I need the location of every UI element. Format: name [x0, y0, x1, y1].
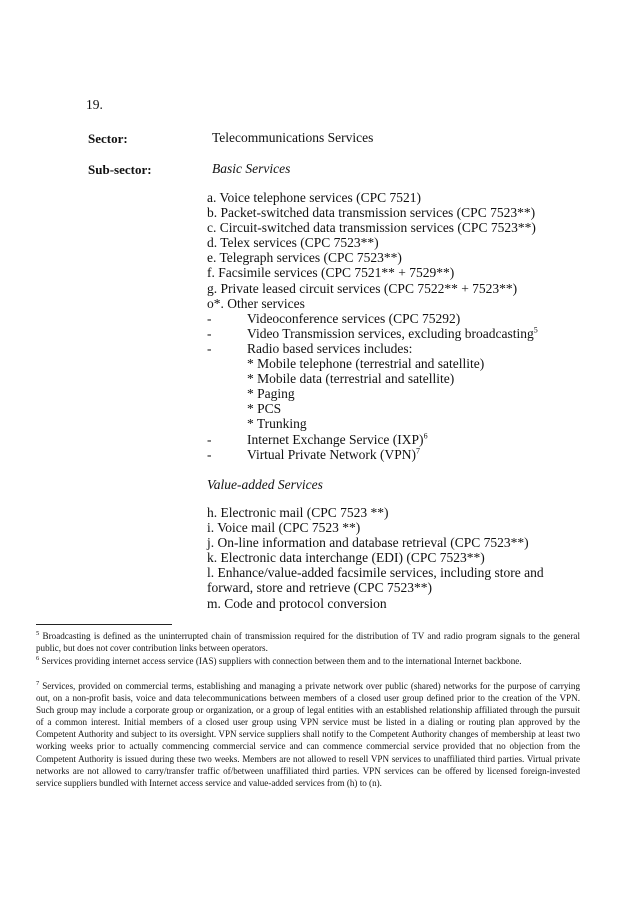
sub-sector-value: Basic Services: [212, 161, 291, 176]
radio-item: * Mobile data (terrestrial and satellite): [247, 371, 455, 387]
page-number: 19.: [86, 97, 103, 112]
video-transmission-text: Video Transmission services, excluding broadcasting: [247, 325, 534, 341]
value-added-heading: Value-added Services: [207, 477, 323, 492]
list-item: h. Electronic mail (CPC 7523 **): [207, 505, 389, 520]
sub-sector-label: Sub-sector:: [88, 162, 152, 177]
radio-intro-text: Radio based services includes:: [247, 340, 413, 356]
list-item: c. Circuit-switched data transmission services (CPC 7523**): [207, 220, 536, 236]
footnote-ref: 6: [423, 431, 428, 440]
footnote-divider: [36, 624, 172, 625]
list-item: g. Private leased circuit services (CPC 7522** + 7523**): [207, 280, 518, 296]
footnote-number: 7: [36, 679, 40, 687]
list-item: d. Telex services (CPC 7523**): [207, 235, 379, 251]
dash-bullet: -: [207, 446, 212, 462]
footnote: [36, 630, 580, 654]
basic-services-list: [207, 190, 538, 462]
footnote-ref: 7: [416, 446, 421, 456]
list-item: j. On-line information and database retrieval (CPC 7523**): [207, 535, 529, 551]
other-service-item: [207, 341, 538, 356]
list-item: i. Voice mail (CPC 7523 **): [207, 520, 361, 536]
dash-bullet: -: [207, 310, 212, 326]
footnote: [36, 655, 580, 667]
footnote-number: 6: [36, 654, 40, 662]
list-item: l. Enhance/value-added facsimile services, including store and: [207, 565, 544, 581]
list-item: f. Facsimile services (CPC 7521** + 7529**): [207, 265, 455, 281]
ixp-text: Internet Exchange Service (IXP): [247, 431, 424, 447]
list-item: forward, store and retrieve (CPC 7523**): [207, 580, 432, 596]
footnote-text: Broadcasting is defined as the uninterrupted chain of transmission required for the distribution of TV and radio program signals to the general public, but does not cover contribution links between operators.: [36, 631, 580, 654]
list-item: e. Telegraph services (CPC 7523**): [207, 250, 402, 266]
other-service-item: [207, 311, 538, 326]
footnote-text: Services, provided on commercial terms, establishing and managing a private network over public (shared) networks for the purpose of carrying out, on a non-profit basis, voice and data telecommunications between members of a closed user group defined prior to the creation of the VPN. Such group may include a corporate group or organization, or a group of legal entities with an established relationship affiliated through the pursuit of a common interest. Initial members of a closed user group using VPN service must be listed in a dialing or routing plan approved by the Competent Authority and subject to its oversight. VPN service suppliers shall notify to the Competent Authority changes of membership at least two working weeks prior to actually commencing commercial service and can commence commercial service provided that no objection from the Competent Authority is issued during these two weeks. Members are not allowed to resell VPN services to unaffiliated third parties. Virtual private networks are not allowed to carry/transfer traffic of/between unaffiliated third parties. VPN services can be offered by licensed foreign-invested service suppliers bundled with Internet access service and value-added services from (h) to (n).: [36, 681, 580, 788]
list-item: m. Code and protocol conversion: [207, 595, 387, 611]
list-item: k. Electronic data interchange (EDI) (CPC 7523**): [207, 550, 485, 566]
vpn-text: Virtual Private Network (VPN): [247, 446, 417, 462]
list-item: b. Packet-switched data transmission services (CPC 7523**): [207, 205, 536, 221]
other-service-item: [207, 447, 538, 462]
videoconference-text: Videoconference services (CPC 75292): [247, 310, 461, 326]
footnote-ref: 5: [533, 325, 538, 335]
footnote-text: Services providing internet access service (IAS) suppliers with connection between them and to the international Internet backbone.: [41, 656, 522, 666]
footnote: [36, 680, 580, 789]
radio-item: * PCS: [247, 401, 282, 417]
dash-bullet: -: [207, 340, 212, 356]
dash-bullet: -: [207, 325, 212, 341]
sector-value: Telecommunications Services: [212, 130, 374, 145]
radio-item: * Trunking: [247, 416, 307, 432]
dash-bullet: -: [207, 431, 212, 447]
other-service-item: [207, 432, 538, 447]
value-added-list: [207, 505, 544, 611]
list-item: a. Voice telephone services (CPC 7521): [207, 190, 421, 205]
other-service-item: [207, 326, 538, 341]
radio-item: * Mobile telephone (terrestrial and satellite): [247, 356, 485, 372]
sector-label: Sector:: [88, 131, 128, 146]
list-item: o*. Other services: [207, 295, 305, 311]
radio-item: * Paging: [247, 386, 295, 402]
footnote-number: 5: [36, 629, 40, 637]
